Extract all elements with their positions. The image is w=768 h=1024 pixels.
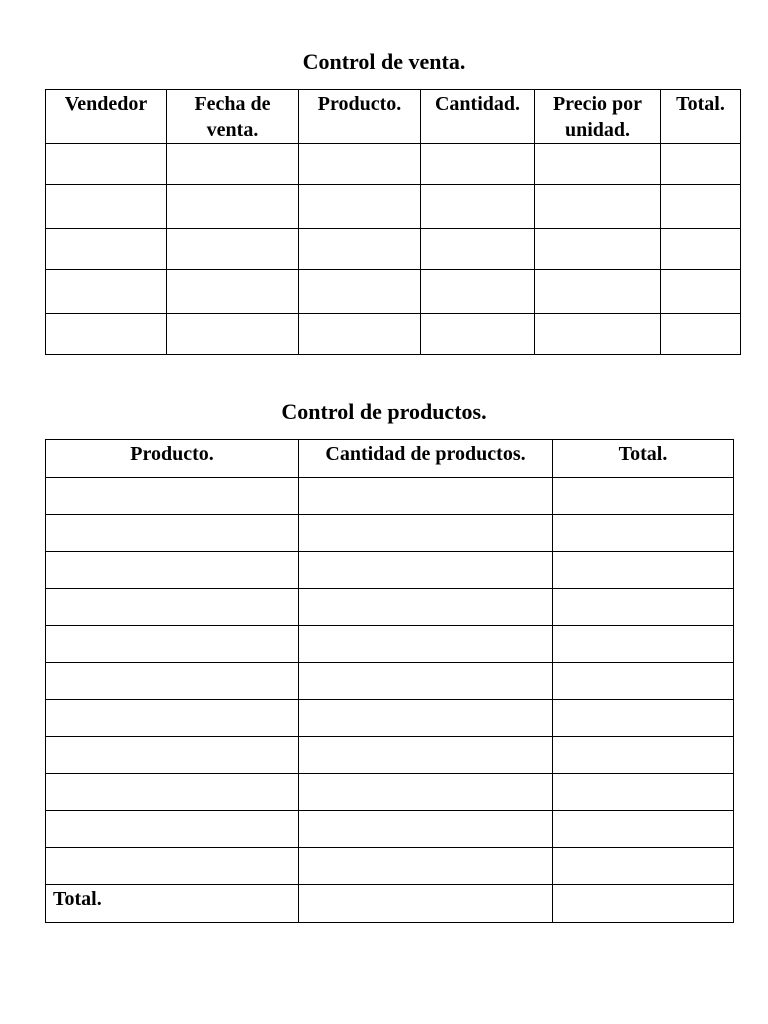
table-cell[interactable] [46,144,167,185]
table-cell[interactable] [299,848,553,885]
table-row [46,552,734,589]
table-cell[interactable] [167,314,299,355]
table-cell[interactable] [299,589,553,626]
table-row [46,515,734,552]
table-cell[interactable] [299,885,553,923]
products-control-title: Control de productos. [281,399,487,424]
table-cell[interactable] [535,229,661,270]
table-cell[interactable] [46,229,167,270]
table-cell[interactable] [167,185,299,229]
table-cell[interactable] [299,663,553,700]
table-cell[interactable] [553,811,734,848]
total-row [46,885,734,923]
table-row [46,229,741,270]
table-cell[interactable] [553,663,734,700]
table-row [46,185,741,229]
table-cell[interactable] [553,552,734,589]
table-cell[interactable] [535,185,661,229]
header-cell-producto: Producto. [299,90,421,144]
table-cell[interactable] [535,270,661,314]
table-cell[interactable] [46,314,167,355]
table-cell[interactable] [167,270,299,314]
table-cell[interactable] [661,270,741,314]
table-cell[interactable] [421,270,535,314]
table-row [46,144,741,185]
table-cell[interactable] [553,737,734,774]
table-cell[interactable] [661,229,741,270]
table-cell[interactable] [553,700,734,737]
table-cell[interactable] [46,589,299,626]
table-row [46,270,741,314]
table-cell[interactable] [299,185,421,229]
table-row [46,811,734,848]
table-cell[interactable] [421,144,535,185]
table-cell[interactable] [299,270,421,314]
table-cell[interactable] [46,270,167,314]
total-row-label: Total. [46,885,299,923]
header-cell-cantidad: Cantidad. [421,90,535,144]
table-cell[interactable] [46,515,299,552]
table-row [46,848,734,885]
table-row [46,700,734,737]
table-cell[interactable] [553,848,734,885]
sales-control-title: Control de venta. [302,49,466,74]
table-cell[interactable] [46,811,299,848]
table-cell[interactable] [299,229,421,270]
sales-control-table [45,89,741,355]
table-row [46,314,741,355]
header-cell-fecha-de-venta: Fecha de venta. [167,90,299,144]
header-cell-vendedor: Vendedor [46,90,167,144]
table-row [46,626,734,663]
table-cell[interactable] [46,737,299,774]
table-cell[interactable] [535,314,661,355]
table-cell[interactable] [299,737,553,774]
header-cell-producto: Producto. [46,440,299,478]
table-cell[interactable] [553,885,734,923]
table-cell[interactable] [661,144,741,185]
table-cell[interactable] [553,589,734,626]
table-header-row [46,90,741,144]
table-cell[interactable] [421,229,535,270]
table-row [46,478,734,515]
table-cell[interactable] [46,663,299,700]
table-cell[interactable] [553,774,734,811]
table-cell[interactable] [421,314,535,355]
table-cell[interactable] [46,478,299,515]
table-cell[interactable] [299,626,553,663]
table-cell[interactable] [46,626,299,663]
table-cell[interactable] [553,626,734,663]
table-cell[interactable] [46,848,299,885]
table-cell[interactable] [299,811,553,848]
table-cell[interactable] [553,478,734,515]
header-cell-total: Total. [553,440,734,478]
header-cell-cantidad-de-productos: Cantidad de productos. [299,440,553,478]
table-cell[interactable] [299,144,421,185]
table-cell[interactable] [167,144,299,185]
table-cell[interactable] [299,515,553,552]
products-control-table [45,439,734,923]
table-cell[interactable] [661,314,741,355]
table-cell[interactable] [553,515,734,552]
table-cell[interactable] [46,774,299,811]
table-cell[interactable] [299,774,553,811]
table-cell[interactable] [535,144,661,185]
header-cell-total: Total. [661,90,741,144]
table-cell[interactable] [421,185,535,229]
table-cell[interactable] [299,478,553,515]
table-cell[interactable] [46,700,299,737]
table-cell[interactable] [46,552,299,589]
table-cell[interactable] [299,700,553,737]
table-cell[interactable] [46,185,167,229]
table-row [46,589,734,626]
table-cell[interactable] [167,229,299,270]
table-row [46,737,734,774]
table-row [46,663,734,700]
table-row [46,774,734,811]
header-cell-precio-por-unidad: Precio por unidad. [535,90,661,144]
table-cell[interactable] [299,552,553,589]
table-header-row [46,440,734,478]
table-cell[interactable] [299,314,421,355]
table-cell[interactable] [661,185,741,229]
